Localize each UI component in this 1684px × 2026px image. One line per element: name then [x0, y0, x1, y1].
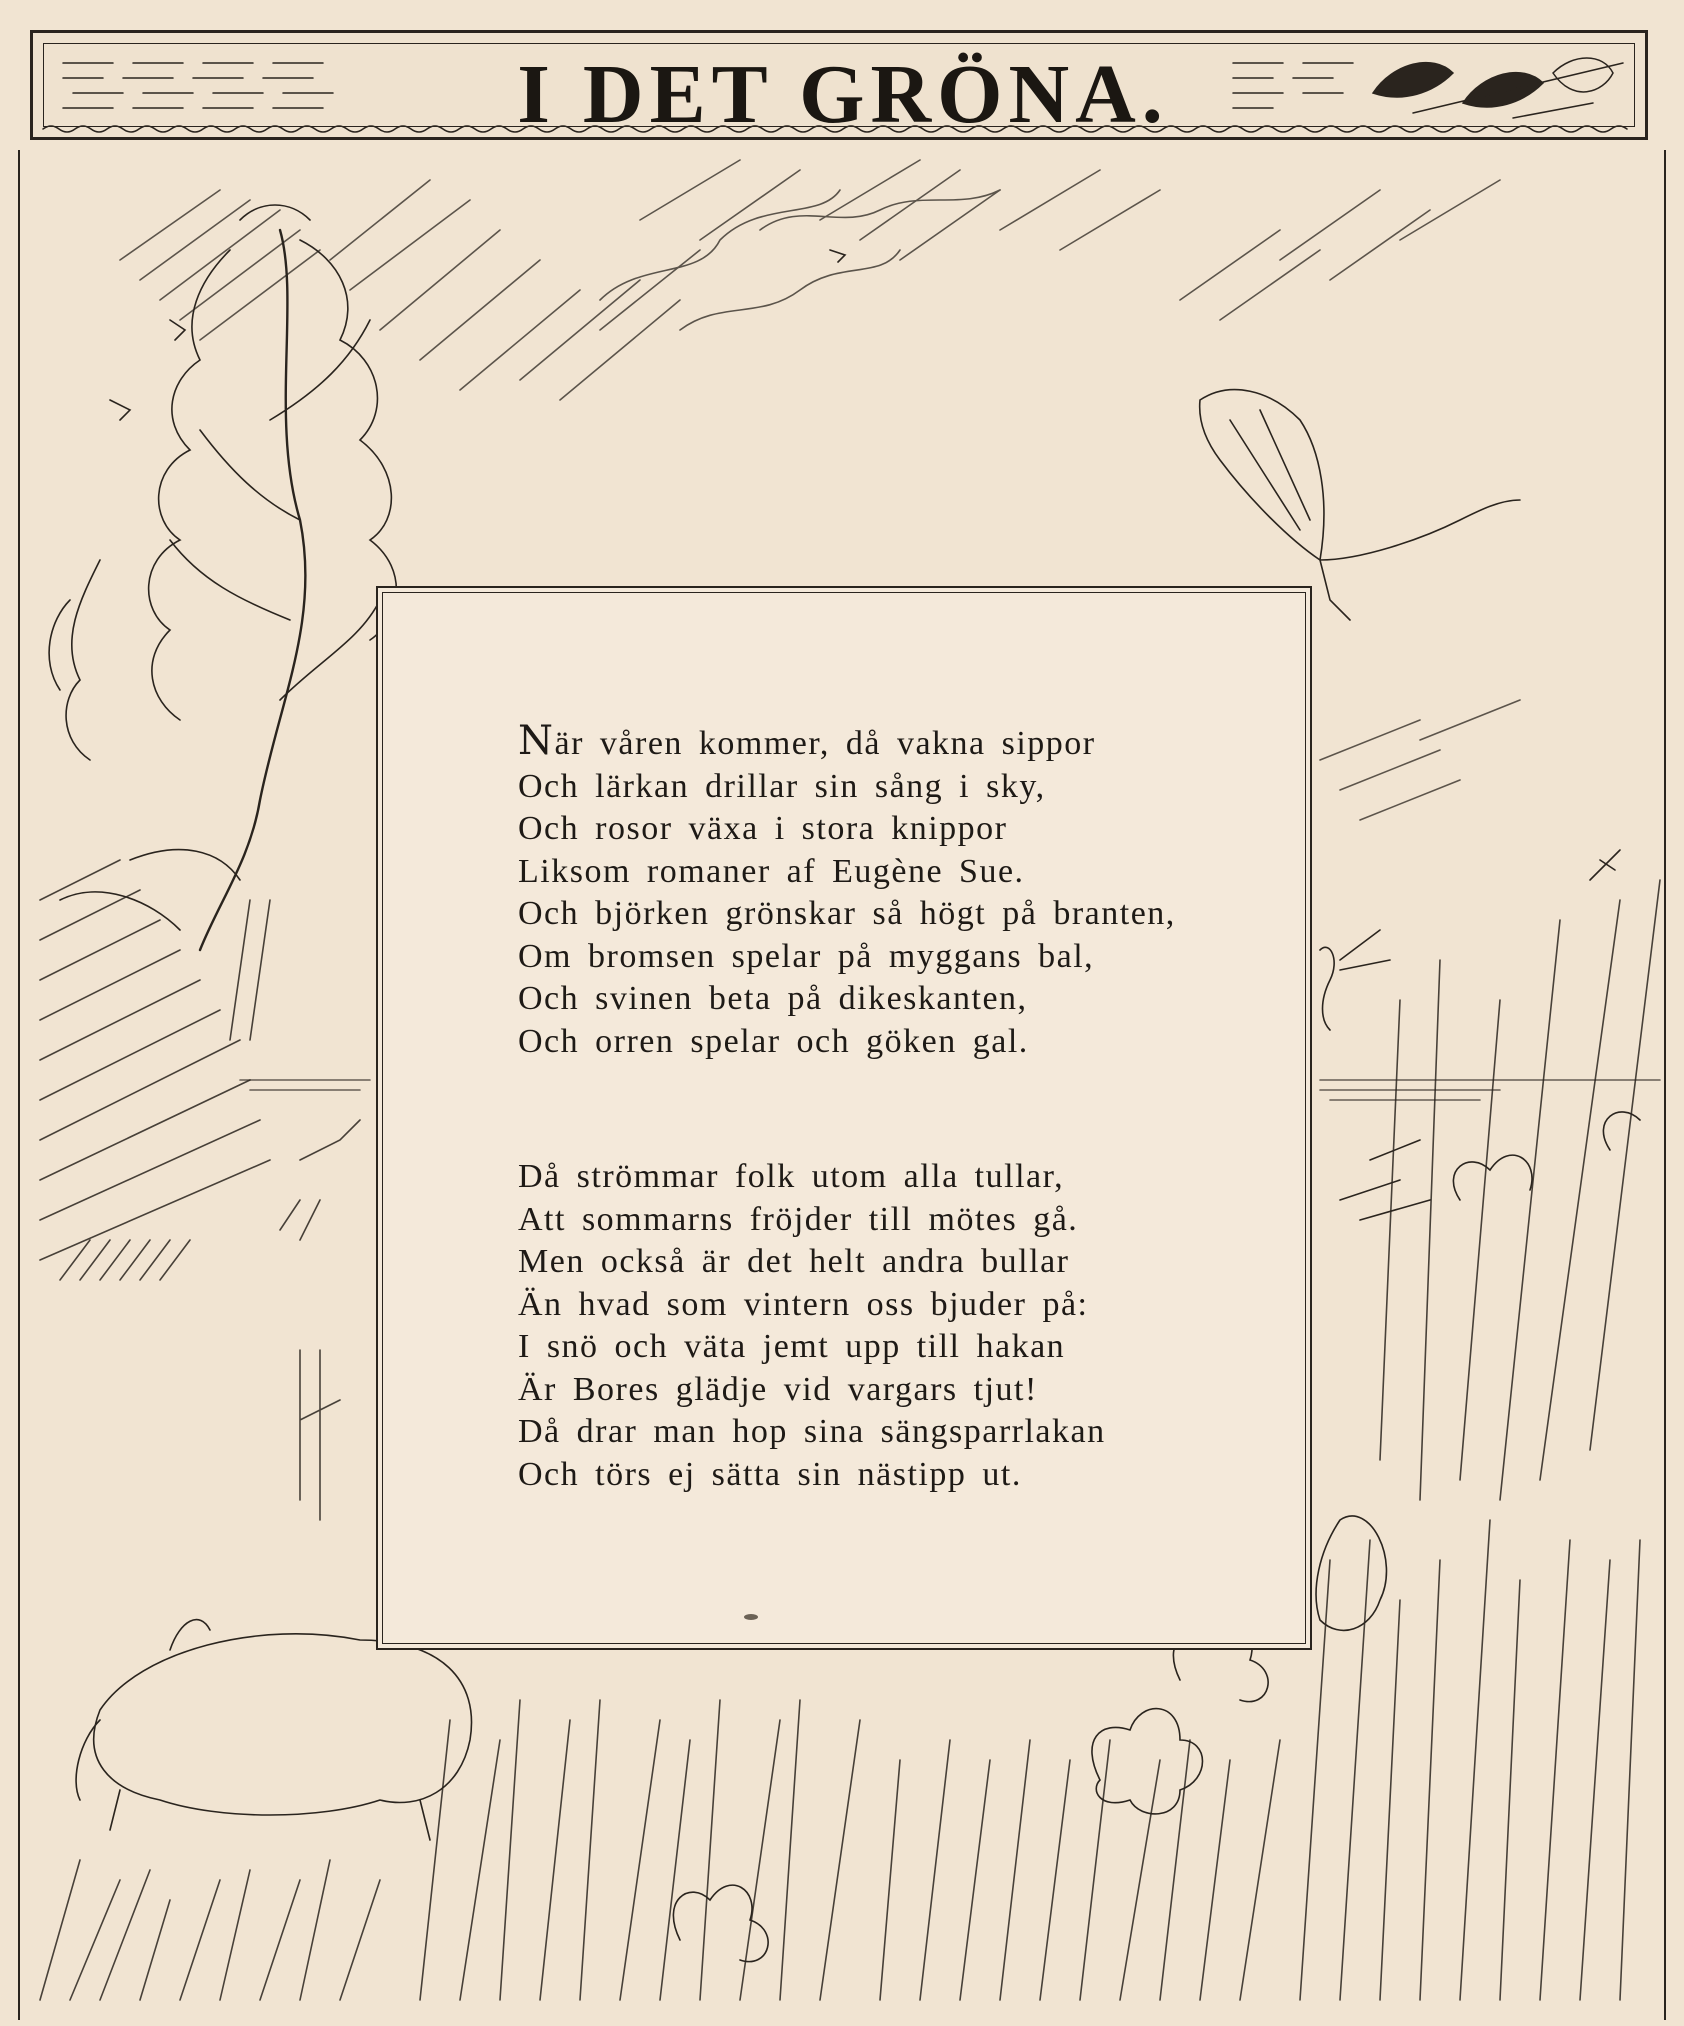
poem-line: Och rosor växa i stora knippor — [518, 810, 1008, 847]
first-line-text: är våren kommer, då vakna sippor — [554, 725, 1096, 762]
poem-line: Då drar man hop sina sängsparrlakan — [518, 1413, 1106, 1450]
poem-line: Och törs ej sätta sin nästipp ut. — [518, 1455, 1022, 1493]
poem-line — [518, 720, 1278, 766]
pig-drawing — [76, 1620, 471, 1840]
poem-line: Och lärkan drillar sin sång i sky, — [518, 767, 1046, 805]
poem-line: I snö och väta jemt upp till hakan — [518, 1328, 1066, 1365]
poem-line: Att sommarns fröjder till mötes gå. — [518, 1200, 1079, 1238]
frame-right-border — [1664, 150, 1666, 2020]
poem-line: Om bromsen spelar på myggans bal, — [518, 937, 1095, 975]
poem-line: Är Bores glädje vid vargars tjut! — [518, 1370, 1038, 1408]
page-title: I DET GRÖNA. — [517, 48, 1169, 141]
frame-left-border — [18, 150, 20, 2020]
poem-line: Och björken grönskar så högt på branten, — [518, 895, 1176, 932]
stanza-2 — [518, 1156, 1278, 1496]
tree-drawing — [49, 205, 396, 950]
poem-line: Liksom romaner af Eugène Sue. — [518, 852, 1025, 890]
ink-dot — [744, 1614, 758, 1620]
poem-line: Än hvad som vintern oss bjuder på: — [518, 1285, 1089, 1323]
poem-line: Och orren spelar och göken gal. — [518, 1022, 1029, 1060]
stanza-1 — [518, 720, 1278, 1063]
drop-cap: N — [518, 718, 555, 764]
poem-line: Då strömmar folk utom alla tullar, — [518, 1158, 1065, 1195]
poem-line: Men också är det helt andra bullar — [518, 1243, 1070, 1280]
poem-line: Och svinen beta på dikeskanten, — [518, 980, 1028, 1017]
title-banner — [30, 30, 1648, 140]
hillside-hatching — [40, 860, 360, 1520]
poem-box — [376, 586, 1312, 1650]
